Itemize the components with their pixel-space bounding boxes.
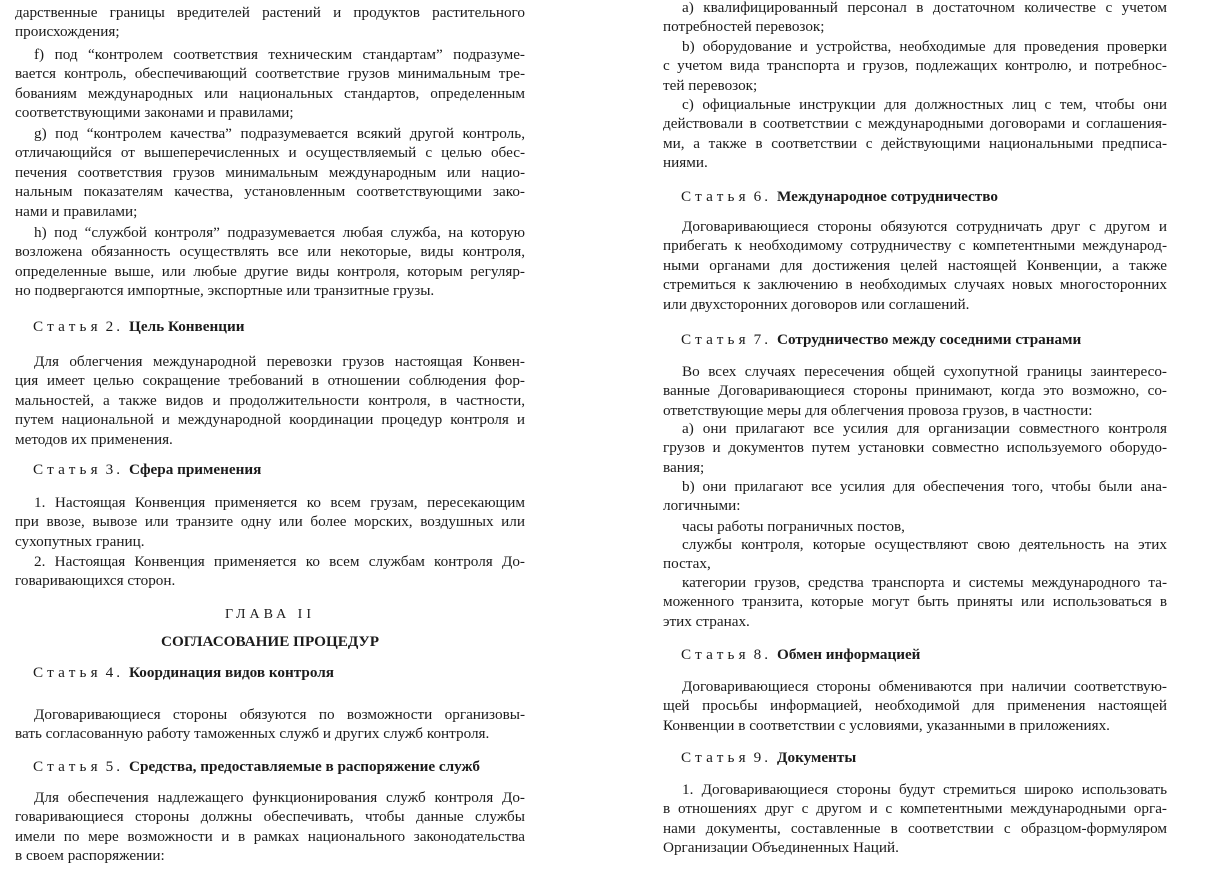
paragraph	[663, 780, 1167, 858]
text-line: а) квалифицированный персонал в достаточном количестве с учетом	[682, 0, 1167, 16]
text-line: тей перевозок;	[663, 76, 758, 94]
paragraph	[663, 419, 1167, 477]
paragraph	[663, 573, 1167, 631]
article-label: Статья	[33, 318, 102, 335]
paragraph	[663, 517, 1167, 536]
text-line: Конвенции в соответствии с условиями, указанными в приложениях.	[663, 716, 1110, 734]
text-line: путем национальной и международной координации процедур контроля и	[15, 411, 525, 429]
text-line: 1. Договаривающиеся стороны будут стремиться широко использовать	[682, 781, 1167, 798]
paragraph	[663, 535, 1167, 574]
text-line: Договаривающиеся стороны обмениваются при наличии соответствую-	[682, 678, 1167, 695]
article-number: 9.	[753, 749, 772, 766]
text-line: соответствующими законами и правилами;	[15, 104, 294, 122]
text-line: прибегать к необходимому сотрудничеству с компетентными международ-	[663, 237, 1167, 255]
text-line: ванные Договаривающиеся стороны принимают, когда это возможно, со-	[663, 382, 1167, 400]
article-number: 4.	[105, 664, 124, 681]
article-label: Статья	[681, 331, 750, 348]
paragraph	[15, 124, 525, 221]
text-line: 2. Настоящая Конвенция применяется ко всем службам контроля До-	[34, 553, 525, 570]
article-label: Статья	[681, 188, 750, 205]
text-line: 1. Настоящая Конвенция применяется ко всем грузам, пересекающим	[34, 494, 525, 511]
article-heading	[663, 330, 1167, 350]
article-label: Статья	[33, 758, 102, 775]
paragraph	[15, 493, 525, 551]
text-line: нальным показателям качества, установленным соответствующими зако-	[15, 183, 525, 201]
article-title: Сфера применения	[129, 461, 262, 478]
chapter-number: ГЛАВА II	[224, 607, 316, 622]
text-line: нами документы, составленные в соответствии с образцом-формуляром	[663, 819, 1167, 837]
text-line: но подвергаются импортные, экспортные или транзитные грузы.	[15, 282, 435, 300]
text-line: b) оборудование и устройства, необходимые для проведения проверки	[682, 38, 1167, 55]
paragraph	[15, 552, 525, 591]
text-line: постах,	[663, 555, 711, 573]
text-line: при ввозе, вывозе или транзите одну или более морских, воздушных или	[15, 513, 525, 531]
article-title: Средства, предоставляемые в распоряжение служб	[129, 758, 480, 775]
article-number: 7.	[753, 331, 772, 348]
text-line: ными органами для достижения целей настоящей Конвенции, а также	[663, 256, 1167, 274]
paragraph	[663, 362, 1167, 420]
text-line: с учетом вида транспорта и грузов, подлежащих контролю, и потребнос-	[663, 57, 1167, 75]
text-line: говаривающиеся стороны должны обеспечивать, чтобы данные службы	[15, 808, 525, 826]
text-line: возложена обязанность осуществлять все или некоторые, виды контроля,	[15, 243, 525, 261]
text-line: с) официальные инструкции для должностных лиц с тем, чтобы они	[682, 96, 1167, 113]
text-line: а) они прилагают все усилия для организации совместного контроля	[682, 420, 1167, 437]
text-line: в своем распоряжении:	[15, 847, 165, 865]
article-heading	[15, 317, 525, 337]
paragraph	[15, 705, 525, 744]
text-line: потребностей перевозок;	[663, 18, 825, 36]
article-label: Статья	[33, 664, 102, 681]
text-line: говаривающихся сторон.	[15, 572, 176, 590]
text-line: имели по мере возможности и в рамках национального законодательства	[15, 827, 525, 845]
article-heading	[15, 663, 525, 683]
text-line: определенные выше, или любые другие виды контроля, которым регуляр-	[15, 262, 525, 280]
text-line: f) под “контролем соответствия техническим стандартам” подразуме-	[34, 46, 525, 63]
text-line: Для облегчения международной перевозки грузов настоящая Конвен-	[34, 353, 525, 370]
text-line: ответствующие меры для облегчения провоза грузов, в частности:	[663, 401, 1093, 419]
article-number: 5.	[105, 758, 124, 775]
text-line: сухопутных границ.	[15, 532, 145, 550]
text-line: вания;	[663, 458, 705, 476]
text-line: службы контроля, которые осуществляют свою деятельность на этих	[682, 536, 1167, 553]
text-line: в отношениях друг с другом и с компетентными международными орга-	[663, 800, 1167, 818]
paragraph	[15, 352, 525, 449]
article-heading	[663, 645, 1167, 665]
paragraph	[663, 217, 1167, 314]
paragraph	[663, 95, 1167, 173]
article-title: Международное сотрудничество	[777, 188, 998, 205]
text-line: мальностей, а также видов и продолжительности контроля, в частности,	[15, 391, 525, 409]
article-heading	[663, 187, 1167, 207]
left-column	[15, 0, 525, 892]
text-line: бованиям международных или национальных стандартов, определенным	[15, 84, 525, 102]
text-line: логичными:	[663, 497, 741, 515]
paragraph	[663, 477, 1167, 516]
text-line: h) под “службой контроля” подразумевается любая служба, на которую	[34, 224, 525, 241]
text-line: щей просьбы информацией, необходимой для применения настоящей	[663, 697, 1167, 715]
text-line: вать согласованную работу таможенных служб и других служб контроля.	[15, 725, 490, 743]
article-label: Статья	[33, 461, 102, 478]
article-number: 3.	[105, 461, 124, 478]
article-number: 6.	[753, 188, 772, 205]
paragraph	[663, 37, 1167, 95]
text-line: g) под “контролем качества” подразумевается всякий другой контроль,	[34, 125, 525, 142]
text-line: действовали в соответствии с международными договорами и соглашения-	[663, 115, 1167, 133]
text-line: дарственные границы вредителей растений и продуктов растительного	[15, 4, 525, 21]
text-line: вается контроль, обеспечивающий соответствие грузов минимальным тре-	[15, 65, 525, 83]
article-title: Документы	[777, 749, 857, 766]
text-line: нами и правилами;	[15, 202, 138, 220]
paragraph	[15, 3, 525, 42]
article-label: Статья	[681, 749, 750, 766]
text-line: Договаривающиеся стороны обязуются по возможности организовы-	[34, 706, 525, 723]
article-heading	[15, 757, 525, 777]
text-line: методов их применения.	[15, 430, 173, 448]
text-line: Организации Объединенных Наций.	[663, 839, 899, 857]
paragraph	[15, 223, 525, 301]
text-line: печения соответствия грузов минимальным международным или нацио-	[15, 163, 525, 181]
text-line: Договаривающиеся стороны обязуются сотрудничать друг с другом и	[682, 218, 1167, 235]
paragraph	[663, 677, 1167, 735]
text-line: происхождения;	[15, 23, 120, 41]
text-line: b) они прилагают все усилия для обеспечения того, чтобы были ана-	[682, 478, 1167, 495]
text-line: Для обеспечения надлежащего функционирования служб контроля До-	[34, 789, 525, 806]
article-number: 2.	[105, 318, 124, 335]
text-line: этих странах.	[663, 612, 750, 630]
article-label: Статья	[681, 646, 750, 663]
text-line: ниями.	[663, 154, 708, 172]
right-column	[663, 0, 1167, 892]
paragraph	[15, 788, 525, 866]
text-line: ми, а также в соответствии с действующими национальными предписа-	[663, 134, 1167, 152]
paragraph	[15, 45, 525, 123]
article-title: Цель Конвенции	[129, 318, 245, 335]
article-title: Сотрудничество между соседними странами	[777, 331, 1082, 348]
text-line: или двухсторонних договоров или соглашений.	[663, 295, 970, 313]
text-line: стремиться к заключению в необходимых случаях новых многосторонних	[663, 276, 1167, 294]
text-line: Во всех случаях пересечения общей сухопутной границы заинтересо-	[682, 363, 1167, 380]
article-title: Координация видов контроля	[129, 664, 334, 681]
article-number: 8.	[753, 646, 772, 663]
article-heading	[15, 460, 525, 480]
article-heading	[663, 748, 1167, 768]
paragraph	[663, 0, 1167, 37]
text-line: отличающийся от вышеперечисленных и осуществляемый с целью обес-	[15, 144, 525, 162]
text-line: часы работы пограничных постов,	[682, 518, 905, 535]
article-title: Обмен информацией	[777, 646, 921, 663]
chapter-title: СОГЛАСОВАНИЕ ПРОЦЕДУР	[161, 633, 379, 650]
text-line: ция имеет целью сокращение требований в отношении соблюдения фор-	[15, 372, 525, 390]
text-line: категории грузов, средства транспорта и системы международного та-	[682, 574, 1167, 591]
text-line: грузов и документов путем установки совместно используемого оборудо-	[663, 439, 1167, 457]
text-line: моженного транзита, которые могут быть приняты или использоваться в	[663, 593, 1167, 611]
